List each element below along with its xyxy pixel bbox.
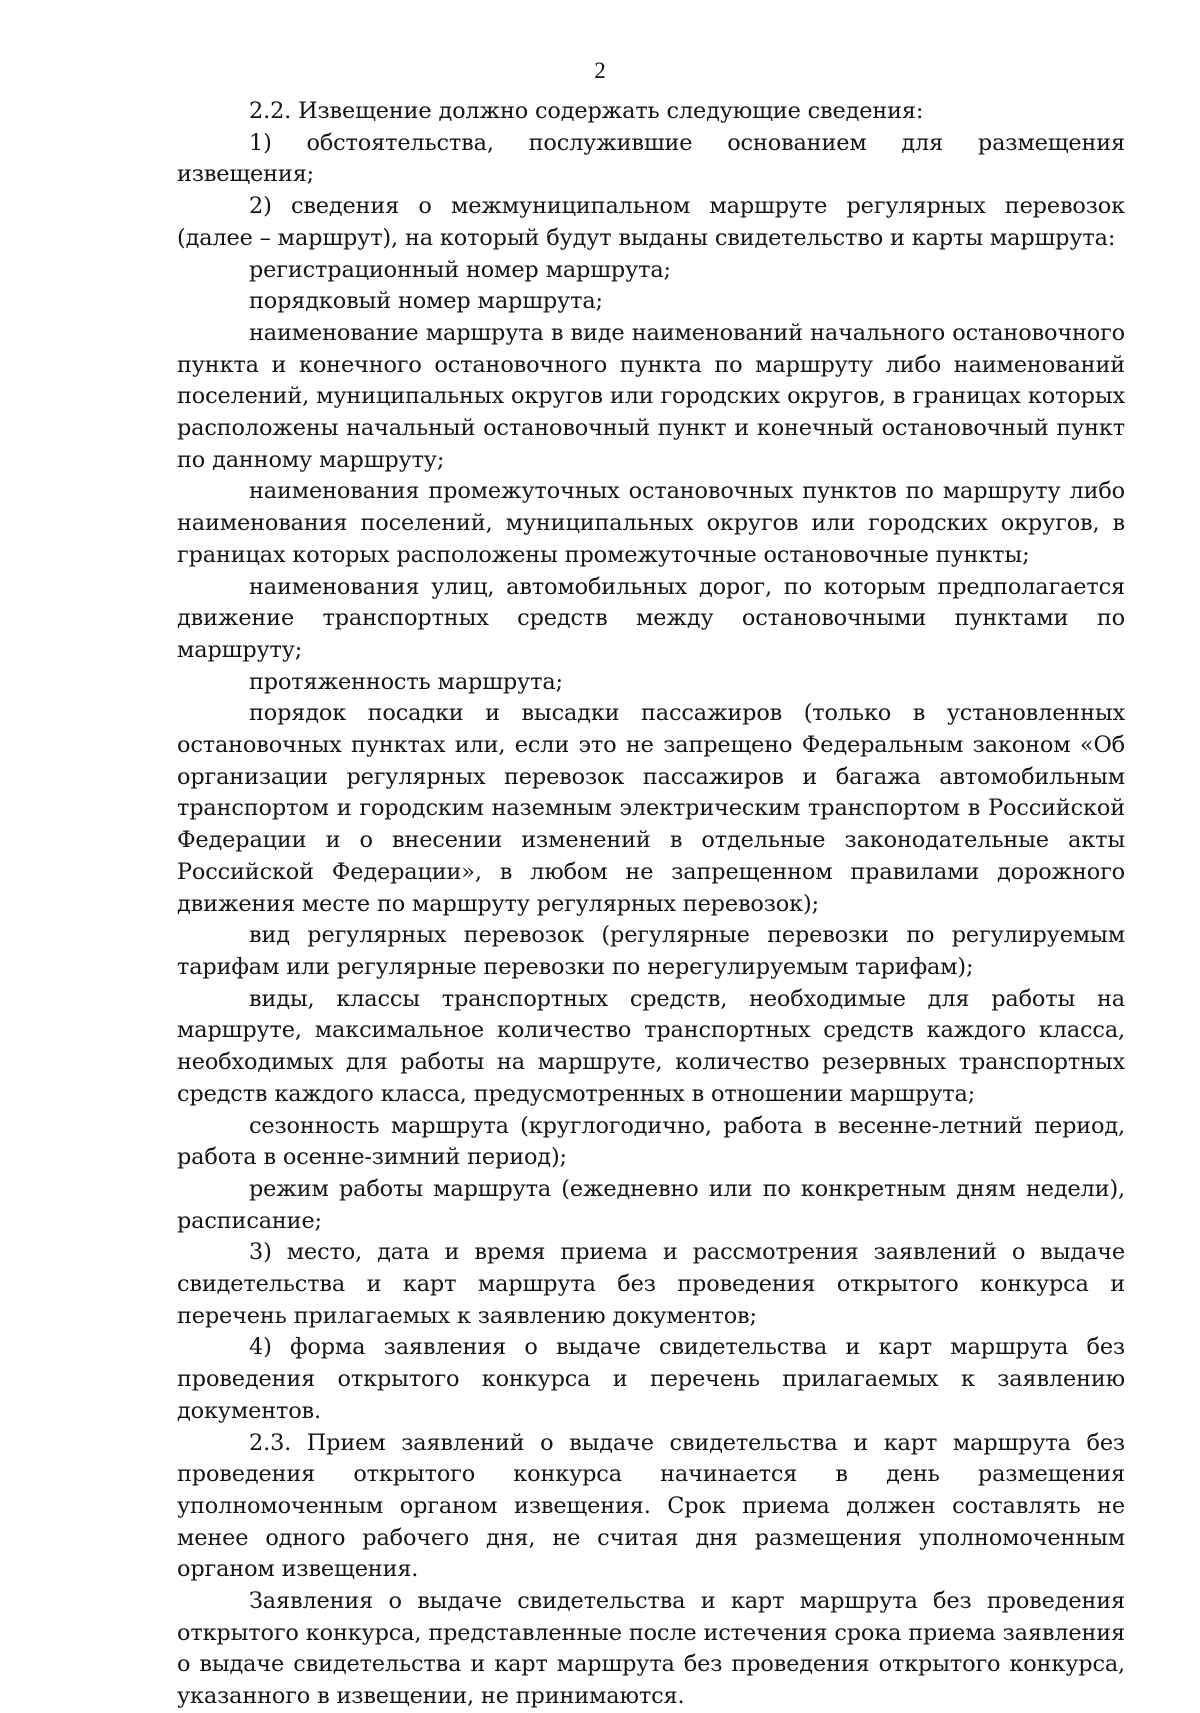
paragraph-intermediate-stops: наименования промежуточных остановочных пунктов по маршруту либо наименования поселений, муниципальных округов или городских округов, в границах которых расположены промежуточные остановочные пункты;: [177, 478, 1125, 568]
paragraph-item-2: 2) сведения о межмуниципальном маршруте регулярных перевозок (далее – маршрут), на который будут выданы свидетельство и карты маршрута:: [177, 193, 1125, 251]
paragraph-sequence-number: порядковый номер маршрута;: [249, 288, 603, 315]
paragraph-2-3: 2.3. Прием заявлений о выдаче свидетельства и карт маршрута без проведения открытого конкурса начинается в день размещения уполномоченным органом извещения. Срок приема должен составлять не менее одного рабочего дня, не считая дня размещения уполномоченным органом извещения.: [177, 1429, 1125, 1583]
paragraph-registration-number: регистрационный номер маршрута;: [249, 256, 671, 283]
paragraph-item-4: 4) форма заявления о выдаче свидетельства и карт маршрута без проведения открытого конкурса и перечень прилагаемых к заявлению документов.: [177, 1334, 1125, 1424]
paragraph-transport-type: вид регулярных перевозок (регулярные перевозки по регулируемым тарифам или регулярные перевозки по нерегулируемым тарифам);: [177, 922, 1125, 980]
paragraph-seasonality: сезонность маршрута (круглогодично, работа в весенне-летний период, работа в осенне-зимний период);: [177, 1112, 1125, 1171]
paragraph-route-name: наименование маршрута в виде наименований начального остановочного пункта и конечного остановочного пункта по маршруту либо наименований поселений, муниципальных округов или городских округов, в границах которых расположены начальный остановочный пункт и конечный остановочный пункт по данному маршруту;: [177, 319, 1125, 473]
paragraph-schedule: режим работы маршрута (ежедневно или по конкретным дням недели), расписание;: [177, 1175, 1125, 1234]
paragraph-boarding-order: порядок посадки и высадки пассажиров (только в установленных остановочных пунктах или, если это не запрещено Федеральным законом «Об организации регулярных перевозок пассажиров и багажа автомобильным транспортом и городским наземным электрическим транспортом в Российской Федерации и о внесении изменений в отдельные законодательные акты Российской Федерации», в любом не запрещенном правилами дорожного движения месте по маршруту регулярных перевозок);: [177, 700, 1125, 917]
document-body: [177, 96, 1125, 1713]
paragraph-item-3: 3) место, дата и время приема и рассмотрения заявлений о выдаче свидетельства и карт маршрута без проведения открытого конкурса и перечень прилагаемых к заявлению документов;: [177, 1239, 1125, 1329]
paragraph-late-applications: Заявления о выдаче свидетельства и карт маршрута без проведения открытого конкурса, представленные после истечения срока приема заявления о выдаче свидетельства и карт маршрута без проведения открытого конкурса, указанного в извещении, не принимаются.: [177, 1588, 1125, 1710]
paragraph-2-2-heading: 2.2. Извещение должно содержать следующие сведения:: [249, 98, 924, 124]
page-number: 2: [594, 58, 606, 83]
paragraph-item-1: 1) обстоятельства, послужившие основанием для размещения извещения;: [177, 129, 1125, 188]
paragraph-streets: наименования улиц, автомобильных дорог, по которым предполагается движение транспортных средств между остановочными пунктами по маршруту;: [177, 573, 1125, 663]
paragraph-route-length: протяженность маршрута;: [249, 668, 563, 695]
paragraph-vehicle-classes: виды, классы транспортных средств, необходимые для работы на маршруте, максимальное количество транспортных средств каждого класса, необходимых для работы на маршруте, количество резервных транспортных средств каждого класса, предусмотренных в отношении маршрута;: [177, 985, 1125, 1107]
